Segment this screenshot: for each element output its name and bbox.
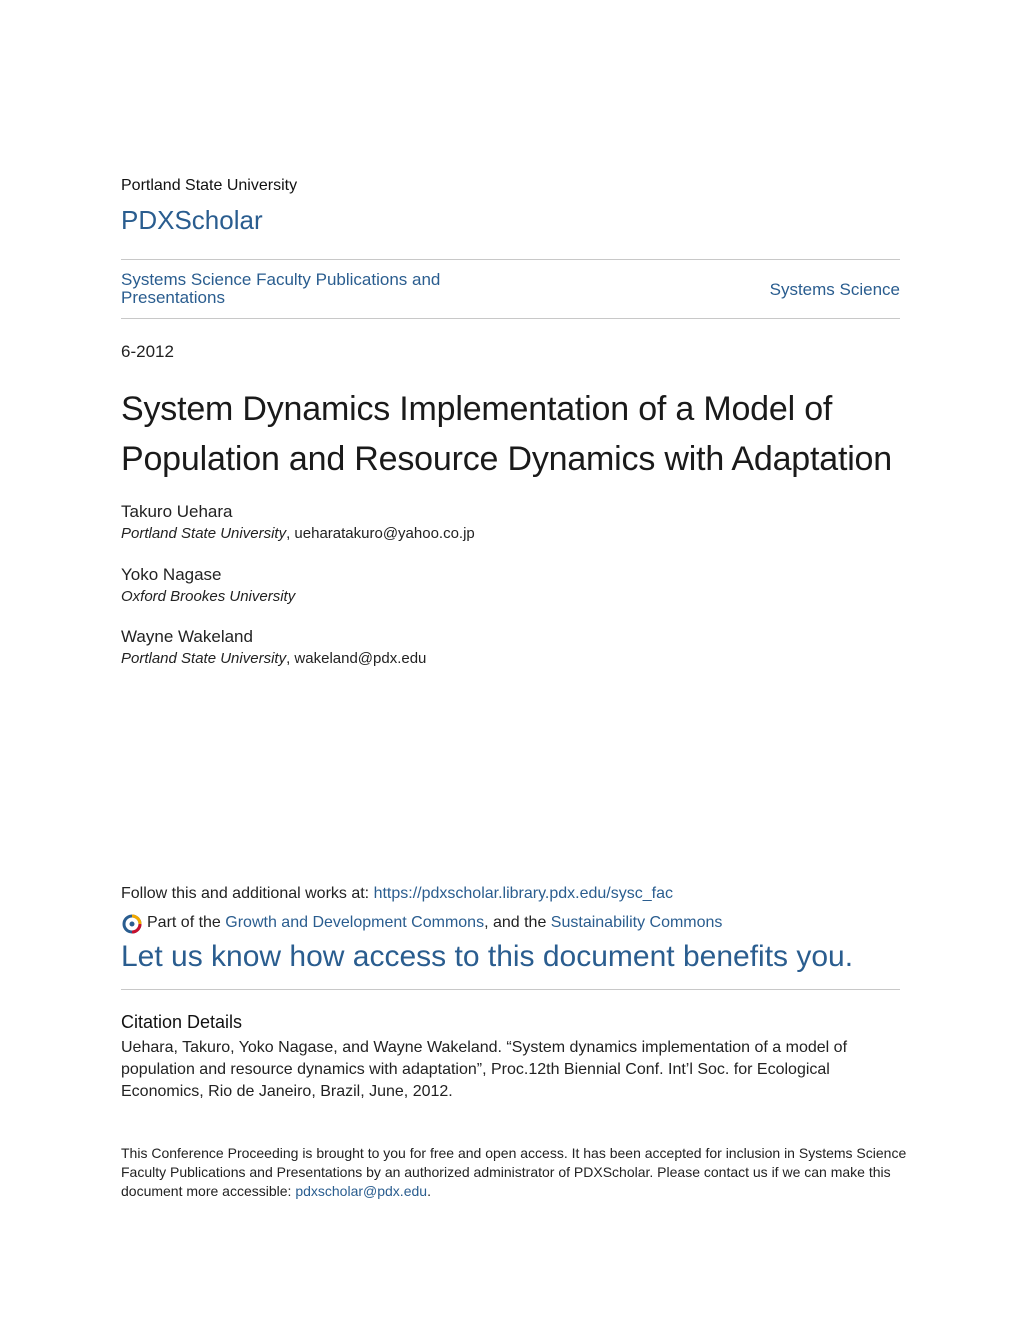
affiliation-name: Oxford Brookes University <box>121 588 296 605</box>
author-affiliation: Portland State University, wakeland@pdx.edu <box>121 650 427 667</box>
citation-body: Uehara, Takuro, Yoko Nagase, and Wayne Wakeland. “System dynamics implementation of a model of population and resource dynamics with adaptation”, Proc.12th Biennial Conf. Int’l Soc. for Ecological Economics, Rio de Janeiro, Brazil, June, 2012. <box>121 1039 848 1100</box>
part-of-line <box>121 912 722 934</box>
growth-development-commons-link[interactable]: Growth and Development Commons <box>225 914 485 931</box>
repository-link[interactable]: PDXScholar <box>121 205 263 235</box>
publication-date: 6-2012 <box>121 342 174 361</box>
top-divider <box>121 259 900 260</box>
access-statement-text: This Conference Proceeding is brought to you for free and open access. It has been accepted for inclusion in Systems Science Faculty Publications and Presentations by an authorized administrator of PDXScholar. Please contact us if we can make this document more accessible: <box>121 1145 907 1199</box>
collection-divider <box>121 318 900 319</box>
access-statement <box>121 1144 911 1201</box>
paper-title: System Dynamics Implementation of a Model of Population and Resource Dynamics with Adaptation <box>121 390 892 478</box>
contact-email-link[interactable]: pdxscholar@pdx.edu <box>295 1183 428 1199</box>
collection-url-link[interactable]: https://pdxscholar.library.pdx.edu/sysc_fac <box>373 885 673 902</box>
author-block <box>121 565 295 605</box>
author-name: Yoko Nagase <box>121 565 222 584</box>
access-statement-end: . <box>427 1183 431 1199</box>
department-link[interactable]: Systems Science <box>769 280 900 299</box>
citation-divider <box>121 989 900 990</box>
benefit-feedback-link[interactable]: Let us know how access to this document benefits you. <box>121 940 854 973</box>
sustainability-commons-link[interactable]: Sustainability Commons <box>550 914 723 931</box>
open-access-icon <box>121 912 143 934</box>
university-name: Portland State University <box>121 177 298 194</box>
affiliation-name: Portland State University <box>121 650 287 667</box>
part-of-prefix: Part of the <box>147 914 221 931</box>
follow-line <box>121 885 673 903</box>
author-email: wakeland@pdx.edu <box>294 650 427 667</box>
collection-link[interactable]: Systems Science Faculty Publications and Presentations <box>121 270 441 307</box>
author-affiliation <box>121 588 295 605</box>
affiliation-name: Portland State University <box>121 525 287 542</box>
author-block <box>121 627 426 667</box>
author-name: Takuro Uehara <box>121 502 233 521</box>
citation-heading: Citation Details <box>121 1012 243 1032</box>
author-affiliation: Portland State University, ueharatakuro@yahoo.co.jp <box>121 525 475 542</box>
author-email: ueharatakuro@yahoo.co.jp <box>294 525 475 542</box>
author-name: Wayne Wakeland <box>121 627 253 646</box>
author-block <box>121 502 475 542</box>
follow-text: Follow this and additional works at: <box>121 885 374 902</box>
part-of-middle: , and the <box>484 914 547 931</box>
